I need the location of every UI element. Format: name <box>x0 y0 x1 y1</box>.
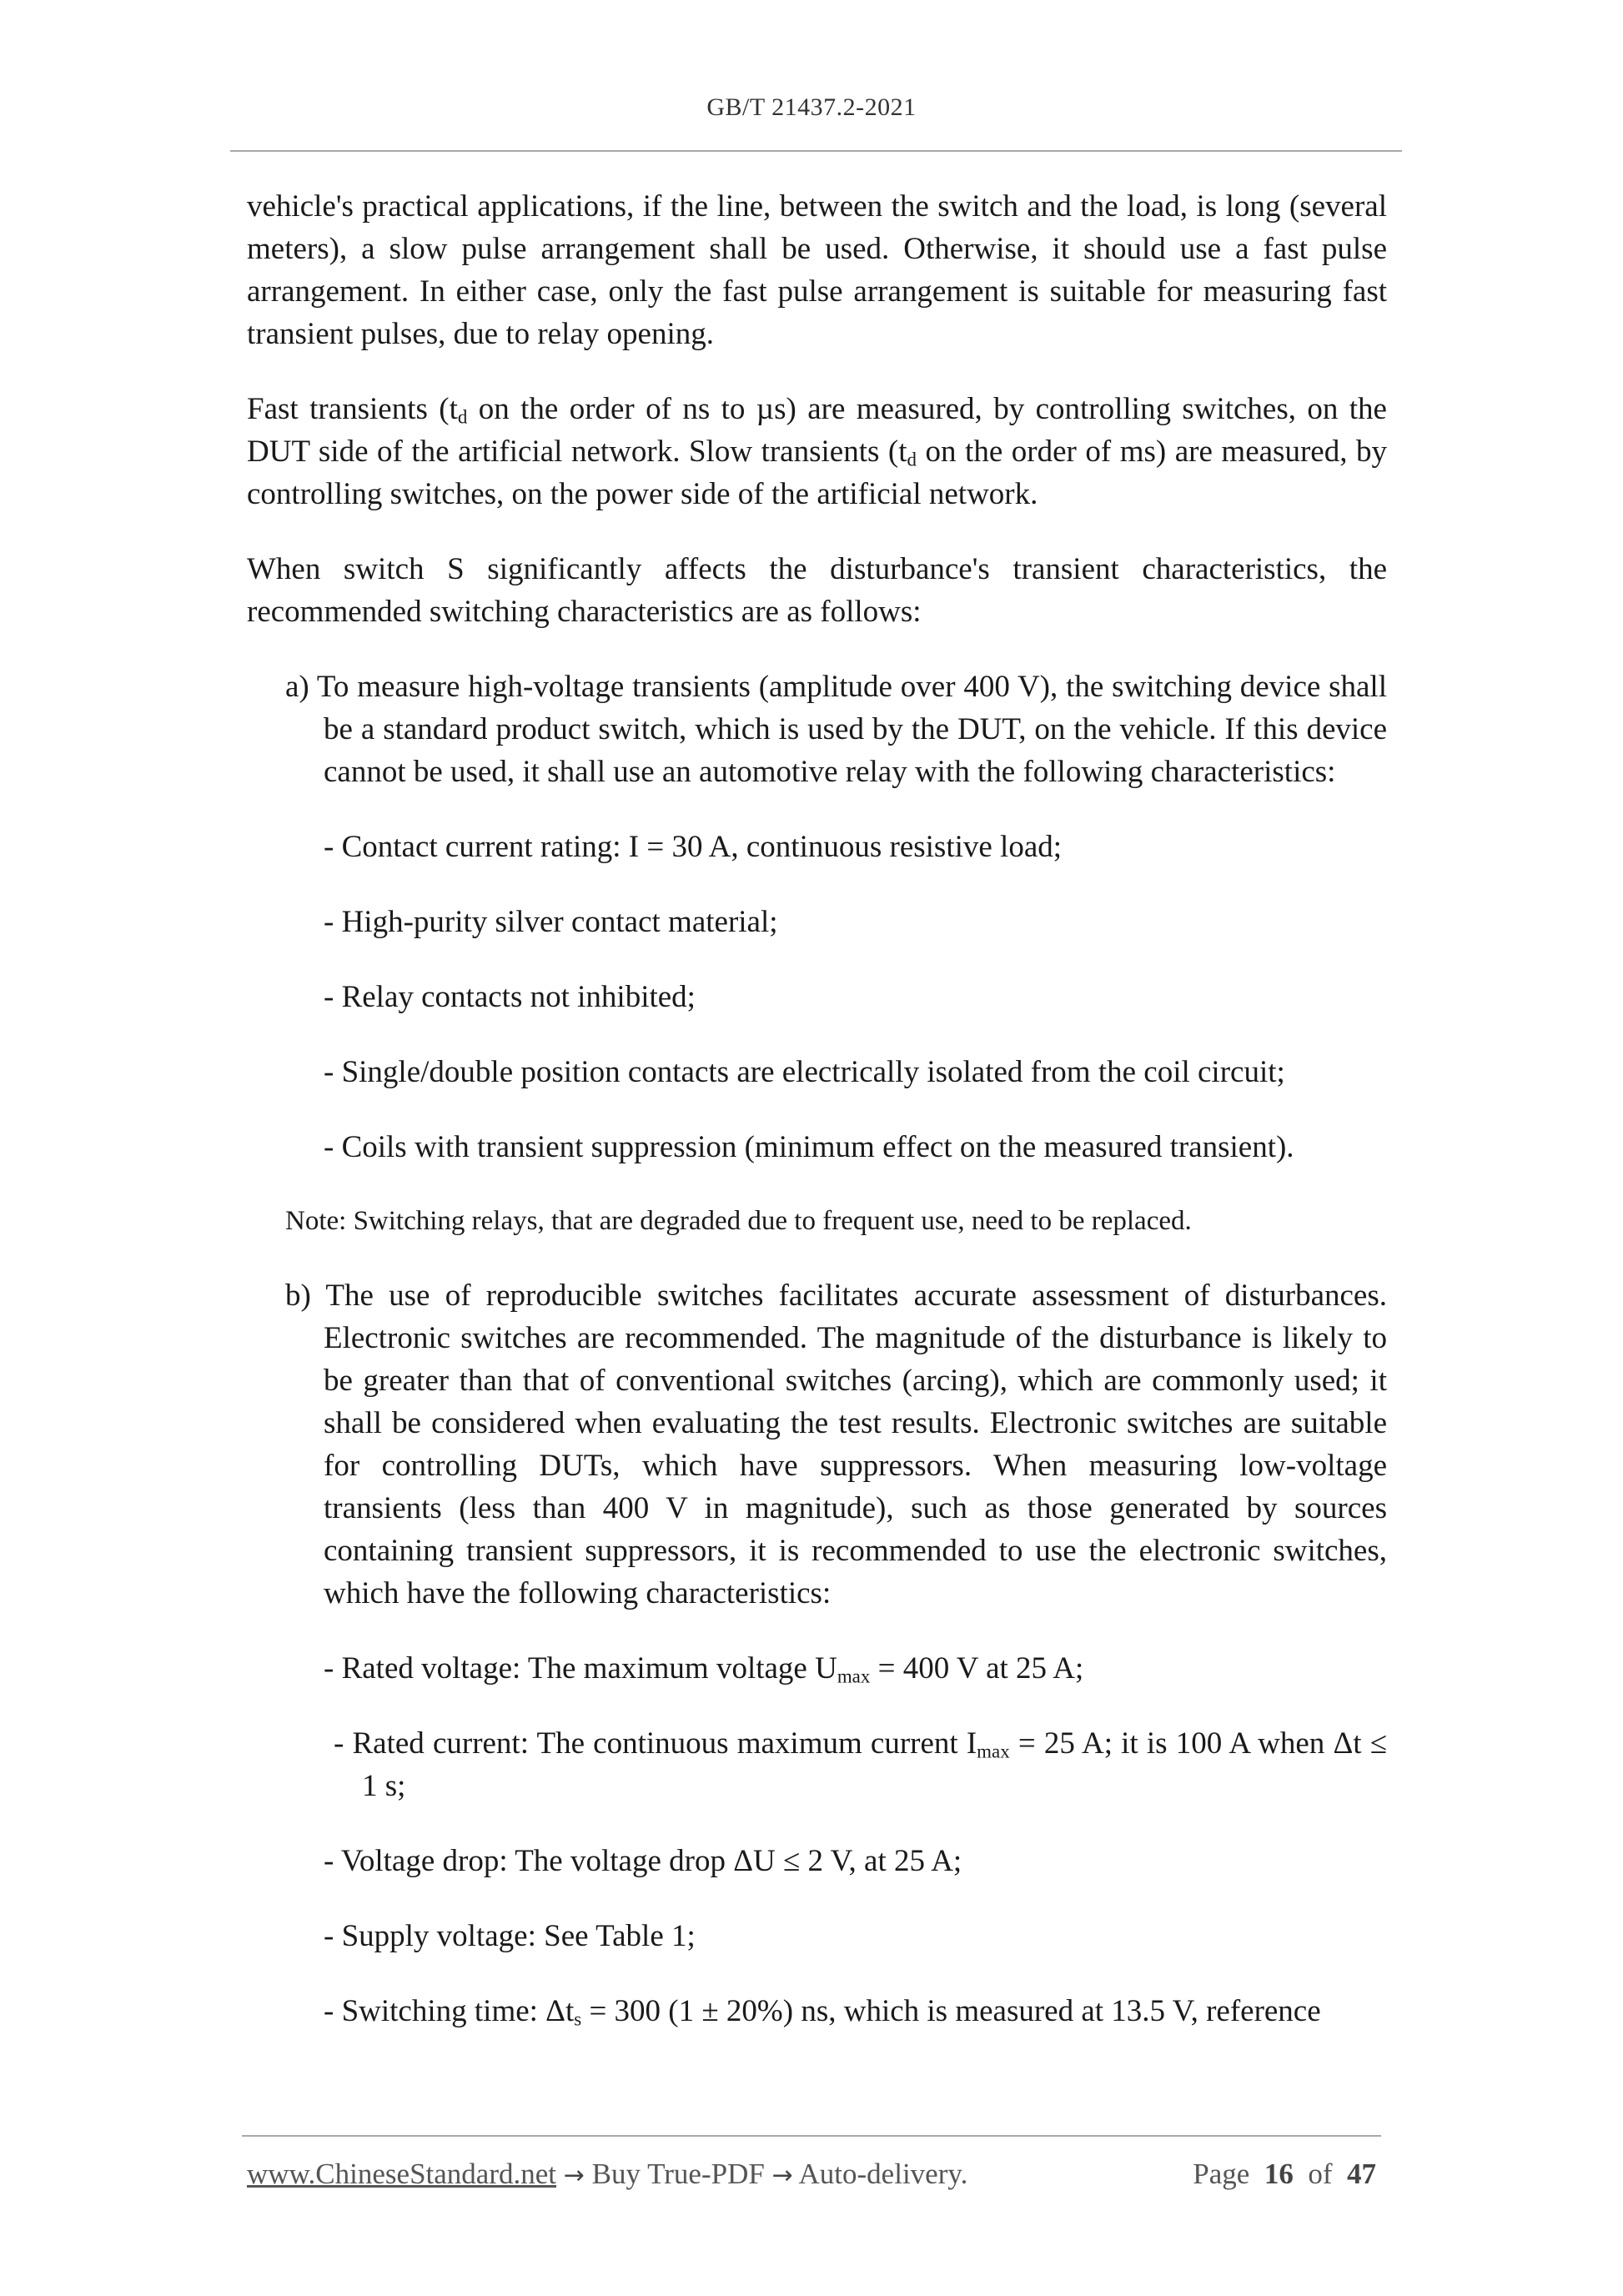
switching-time-text-2: = 300 (1 ± 20%) ns, which is measured at 13.5 V, reference <box>581 1994 1321 2028</box>
bullet-voltage-drop: - Voltage drop: The voltage drop ΔU ≤ 2 V, at 25 A; <box>324 1844 962 1878</box>
switching-time-subscript: s <box>574 2008 582 2030</box>
page-label: Page <box>1193 2158 1250 2190</box>
arrow-right-icon: → <box>771 2161 793 2190</box>
site-link[interactable]: www.ChineseStandard.net <box>247 2158 556 2190</box>
p2-subscript-1: d <box>457 406 468 428</box>
bullet-contact-isolation: - Single/double position contacts are electrically isolated from the coil circuit; <box>324 1055 1285 1089</box>
p2-text-3: on the order of ms) are measured, by controlling switches, on the power side of the artificial network. <box>247 435 1387 511</box>
footer-promo <box>247 2158 967 2191</box>
rated-current-text-1: - Rated current: The continuous maximum current I <box>334 1726 977 1761</box>
rated-voltage-text-2: = 400 V at 25 A; <box>870 1651 1084 1686</box>
rated-current-text-2: = 25 A; it is 100 A when Δt ≤ 1 s; <box>362 1726 1387 1803</box>
page-total: 47 <box>1347 2158 1376 2190</box>
page-body <box>247 185 1387 2065</box>
of-label: of <box>1308 2158 1333 2190</box>
bullet-supply-voltage: - Supply voltage: See Table 1; <box>324 1919 696 1953</box>
buy-true-pdf-text: Buy True-PDF <box>591 2158 765 2190</box>
list-item-a: a) To measure high-voltage transients (amplitude over 400 V), the switching device shall be a standard product switch, which is used by the DUT, on the vehicle. If this device cannot be used, it shall use an automotive relay with the following characteristics: <box>285 670 1387 789</box>
bullet-rated-voltage <box>324 1647 1387 1690</box>
bullet-contact-material: - High-purity silver contact material; <box>324 905 778 939</box>
rated-voltage-subscript: max <box>837 1665 871 1687</box>
paragraph-transient-measurement <box>247 388 1387 515</box>
p2-text-1: Fast transients (t <box>247 392 458 426</box>
p2-subscript-2: d <box>907 449 917 470</box>
auto-delivery-text: Auto-delivery. <box>798 2158 968 2190</box>
arrow-right-icon: → <box>563 2161 585 2190</box>
rated-voltage-text-1: - Rated voltage: The maximum voltage U <box>324 1651 837 1686</box>
p2-text-2: on the order of ns to µs) are measured, by controlling switches, on the DUT side of the artificial network. Slow transients (t <box>247 392 1387 469</box>
footer-divider <box>242 2135 1381 2137</box>
page-indicator <box>1193 2158 1376 2191</box>
note-relay-replacement: Note: Switching relays, that are degraded due to frequent use, need to be replaced. <box>285 1206 1192 1236</box>
bullet-relay-contacts: - Relay contacts not inhibited; <box>324 980 696 1014</box>
switching-time-text-1: - Switching time: Δt <box>324 1994 575 2028</box>
document-header: GB/T 21437.2-2021 <box>706 93 917 121</box>
rated-current-subscript: max <box>977 1741 1010 1762</box>
page-number: 16 <box>1264 2158 1294 2190</box>
paragraph-switch-characteristics: When switch S significantly affects the disturbance's transient characteristics, the recommended switching characteristics are as follows: <box>247 552 1387 629</box>
bullet-contact-current: - Contact current rating: I = 30 A, continuous resistive load; <box>324 830 1063 864</box>
bullet-rated-current <box>334 1722 1387 1807</box>
list-item-b: b) The use of reproducible switches facilitates accurate assessment of disturbances. Electronic switches are recommended. The magnitude of the disturbance is likely to be greater than that of conventional switches (arcing), which are commonly used; it shall be considered when evaluating the test results. Electronic switches are suitable for controlling DUTs, which have suppressors. When measuring low-voltage transients (less than 400 V in magnitude), such as those generated by sources containing transient suppressors, it is recommended to use the electronic switches, which have the following characteristics: <box>285 1279 1387 1610</box>
bullet-switching-time <box>324 1990 1387 2032</box>
bullet-coil-suppression: - Coils with transient suppression (minimum effect on the measured transient). <box>324 1130 1294 1164</box>
paragraph-slow-fast-pulse: vehicle's practical applications, if the line, between the switch and the load, is long (several meters), a slow pulse arrangement shall be used. Otherwise, it should use a fast pulse arrangement. In either case, only the fast pulse arrangement is suitable for measuring fast transient pulses, due to relay opening. <box>247 189 1387 351</box>
header-divider <box>230 150 1402 152</box>
